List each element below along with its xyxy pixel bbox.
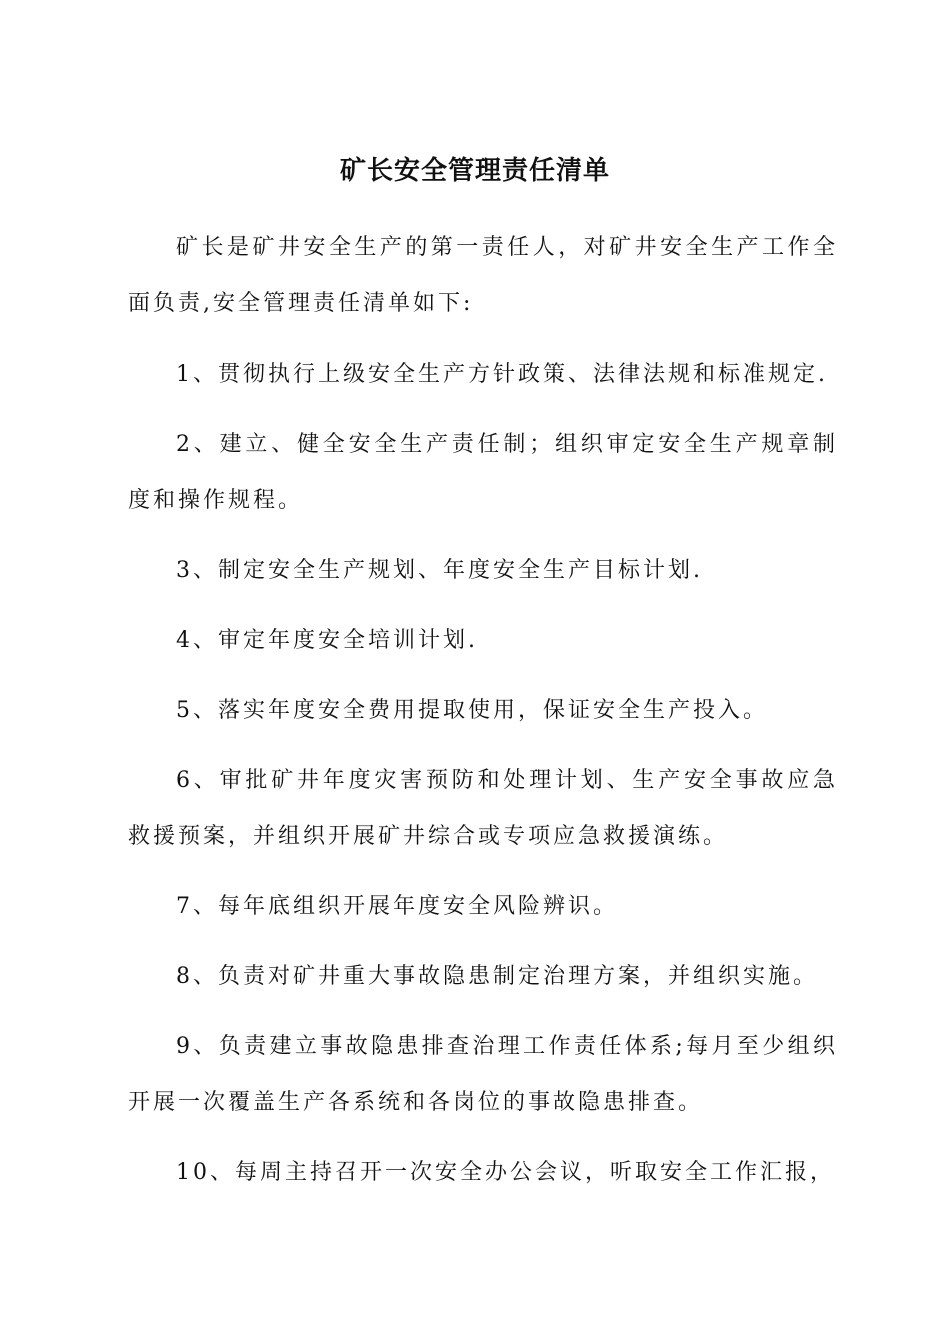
list-item-4: 4、审定年度安全培训计划. bbox=[176, 628, 478, 653]
list-item-2: 2、建立、健全安全生产责任制；组织审定安全生产规章制度和操作规程。 bbox=[128, 432, 838, 513]
list-item-10: 10、每周主持召开一次安全办公会议，听取安全工作汇报， bbox=[176, 1160, 835, 1185]
document-title: 矿长安全管理责任清单 bbox=[339, 156, 610, 186]
intro-paragraph: 矿长是矿井安全生产的第一责任人，对矿井安全生产工作全面负责,安全管理责任清单如下: bbox=[128, 235, 838, 316]
list-item-7: 7、每年底组织开展年度安全风险辨识。 bbox=[176, 894, 618, 919]
list-item-9: 9、负责建立事故隐患排查治理工作责任体系;每月至少组织开展一次覆盖生产各系统和各岗位的事故隐患排查。 bbox=[128, 1034, 838, 1115]
list-item-5: 5、落实年度安全费用提取使用，保证安全生产投入。 bbox=[176, 698, 768, 723]
list-item-3: 3、制定安全生产规划、年度安全生产目标计划. bbox=[176, 558, 703, 583]
list-item-6: 6、审批矿井年度灾害预防和处理计划、生产安全事故应急救援预案，并组织开展矿井综合或专项应急救援演练。 bbox=[128, 768, 838, 849]
list-item-1: 1、贯彻执行上级安全生产方针政策、法律法规和标准规定. bbox=[176, 362, 828, 387]
list-item-8: 8、负责对矿井重大事故隐患制定治理方案，并组织实施。 bbox=[176, 964, 818, 989]
